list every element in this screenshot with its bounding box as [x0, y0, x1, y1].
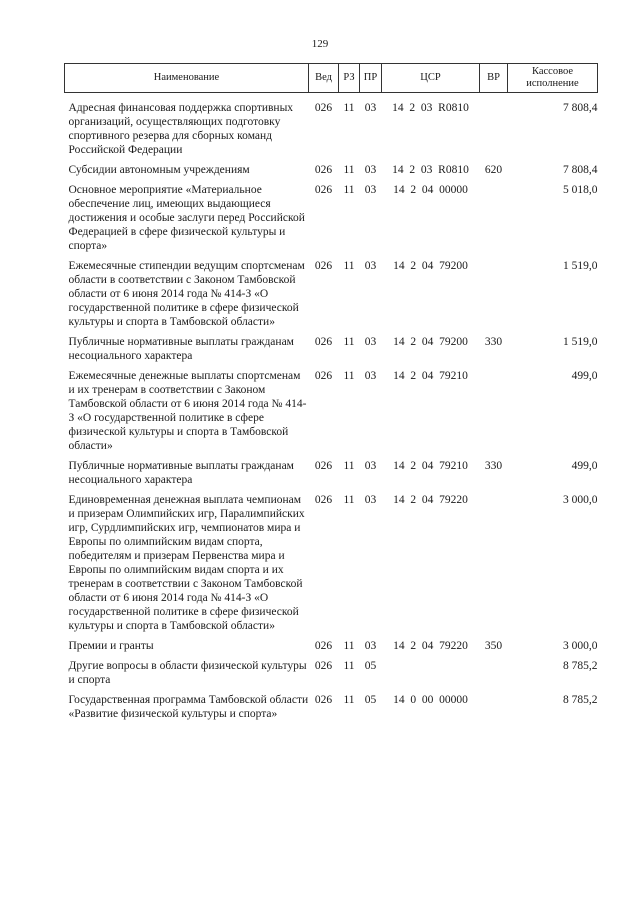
cell-name: Государственная программа Тамбовской области «Развитие физической культуры и спорта» [68, 694, 309, 720]
cell-pr: 03 [364, 640, 377, 652]
budget-execution-table [64, 63, 598, 721]
cell-name: Публичные нормативные выплаты гражданам несоциального характера [68, 460, 294, 486]
cell-ved: 026 [314, 102, 333, 114]
table-row [65, 253, 598, 329]
cell-amount: 1 519,0 [563, 336, 598, 348]
cell-vr [480, 363, 508, 453]
cell-vr [480, 487, 508, 633]
cell-vr [480, 253, 508, 329]
cell-ved: 026 [314, 494, 333, 506]
cell-name: Премии и гранты [68, 640, 154, 652]
cell-rz: 11 [343, 102, 355, 114]
cell-name: Другие вопросы в области физической культуры и спорта [68, 660, 307, 686]
cell-vr: 330 [484, 336, 503, 348]
cell-vr: 620 [484, 164, 503, 176]
cell-pr: 03 [364, 370, 377, 382]
cell-rz: 11 [343, 164, 355, 176]
table-row [65, 453, 598, 487]
table-row [65, 487, 598, 633]
cell-amount: 5 018,0 [563, 184, 598, 196]
cell-csr: 14 2 04 00000 [393, 184, 468, 196]
cell-csr: 14 2 04 79210 [393, 460, 468, 472]
cell-rz: 11 [343, 494, 355, 506]
table-row [65, 687, 598, 721]
cell-csr: 14 2 04 79210 [393, 370, 468, 382]
header-amount: Кассовое исполнение [508, 64, 598, 93]
cell-amount: 499,0 [571, 370, 598, 382]
cell-rz: 11 [343, 370, 355, 382]
cell-amount: 3 000,0 [563, 640, 598, 652]
cell-name: Ежемесячные денежные выплаты спортсменам и их тренерам в соответствии с Законом Тамбовской области от 6 июня 2014 года № 414-З «О государственной политике в сфере физической культуры и спорта в Тамбовской области» [68, 370, 307, 452]
cell-amount: 1 519,0 [563, 260, 598, 272]
cell-ved: 026 [314, 184, 333, 196]
header-name: Наименование [65, 64, 309, 93]
cell-ved: 026 [314, 640, 333, 652]
table-row [65, 93, 598, 158]
cell-amount: 8 785,2 [563, 694, 598, 706]
cell-pr: 03 [364, 336, 377, 348]
cell-vr: 350 [484, 640, 503, 652]
cell-ved: 026 [314, 660, 333, 672]
cell-csr [382, 653, 480, 687]
cell-rz: 11 [343, 184, 355, 196]
cell-pr: 03 [364, 164, 377, 176]
table-row [65, 633, 598, 653]
cell-name: Адресная финансовая поддержка спортивных организаций, осуществляющих подготовку спортивного резерва для сборных команд Российской Федерации [68, 102, 294, 156]
header-pr: ПР [360, 64, 382, 93]
cell-ved: 026 [314, 460, 333, 472]
cell-name: Субсидии автономным учреждениям [68, 164, 250, 176]
cell-rz: 11 [343, 660, 355, 672]
cell-vr: 330 [484, 460, 503, 472]
cell-amount: 3 000,0 [563, 494, 598, 506]
cell-ved: 026 [314, 694, 333, 706]
cell-amount: 8 785,2 [563, 660, 598, 672]
cell-csr: 14 2 04 79200 [393, 336, 468, 348]
table-row [65, 329, 598, 363]
cell-csr: 14 2 03 R0810 [392, 164, 469, 176]
cell-pr: 03 [364, 260, 377, 272]
cell-rz: 11 [343, 694, 355, 706]
page-number: 129 [311, 38, 329, 50]
cell-name: Ежемесячные стипендии ведущим спортсменам области в соответствии с Законом Тамбовской области от 6 июня 2014 года № 414-З «О государственной политике в сфере физической культуры и спорта в Тамбовской области» [68, 260, 305, 328]
cell-pr: 03 [364, 460, 377, 472]
table-row [65, 177, 598, 253]
cell-amount: 7 808,4 [563, 164, 598, 176]
header-rz: РЗ [339, 64, 360, 93]
table-header-row [65, 64, 598, 93]
cell-vr [480, 177, 508, 253]
cell-csr: 14 2 03 R0810 [392, 102, 469, 114]
cell-ved: 026 [314, 370, 333, 382]
cell-csr: 14 2 04 79220 [393, 640, 468, 652]
cell-pr: 05 [364, 660, 377, 672]
cell-csr: 14 2 04 79220 [393, 494, 468, 506]
cell-pr: 05 [364, 694, 377, 706]
header-ved: Вед [309, 64, 339, 93]
cell-name: Публичные нормативные выплаты гражданам несоциального характера [68, 336, 294, 362]
cell-name: Единовременная денежная выплата чемпионам и призерам Олимпийских игр, Паралимпийских игр, Сурдлимпийских игр, чемпионатов мира и Европы по олимпийским видам спорта, победителям и призерам Первенства мира и Европы по олимпийским видам спорта и их тренерам в соответствии с Законом Тамбовской области от 6 июня 2014 года № 414-З «О государственной политике в сфере физической культуры и спорта в Тамбовской области» [68, 494, 305, 632]
table-row [65, 653, 598, 687]
cell-csr: 14 0 00 00000 [393, 694, 468, 706]
cell-vr [480, 93, 508, 158]
cell-ved: 026 [314, 164, 333, 176]
cell-vr [480, 687, 508, 721]
table-row [65, 157, 598, 177]
cell-vr [480, 653, 508, 687]
header-vr: ВР [480, 64, 508, 93]
cell-pr: 03 [364, 102, 377, 114]
cell-rz: 11 [343, 460, 355, 472]
cell-name: Основное мероприятие «Материальное обеспечение лиц, имеющих выдающиеся достижения и особые заслуги перед Российской Федерацией в сфере физической культуры и спорта» [68, 184, 305, 252]
cell-rz: 11 [343, 336, 355, 348]
table-row [65, 363, 598, 453]
header-csr: ЦСР [382, 64, 480, 93]
cell-ved: 026 [314, 260, 333, 272]
cell-ved: 026 [314, 336, 333, 348]
cell-rz: 11 [343, 640, 355, 652]
cell-amount: 499,0 [571, 460, 598, 472]
cell-rz: 11 [343, 260, 355, 272]
cell-amount: 7 808,4 [563, 102, 598, 114]
cell-csr: 14 2 04 79200 [393, 260, 468, 272]
cell-pr: 03 [364, 494, 377, 506]
cell-pr: 03 [364, 184, 377, 196]
